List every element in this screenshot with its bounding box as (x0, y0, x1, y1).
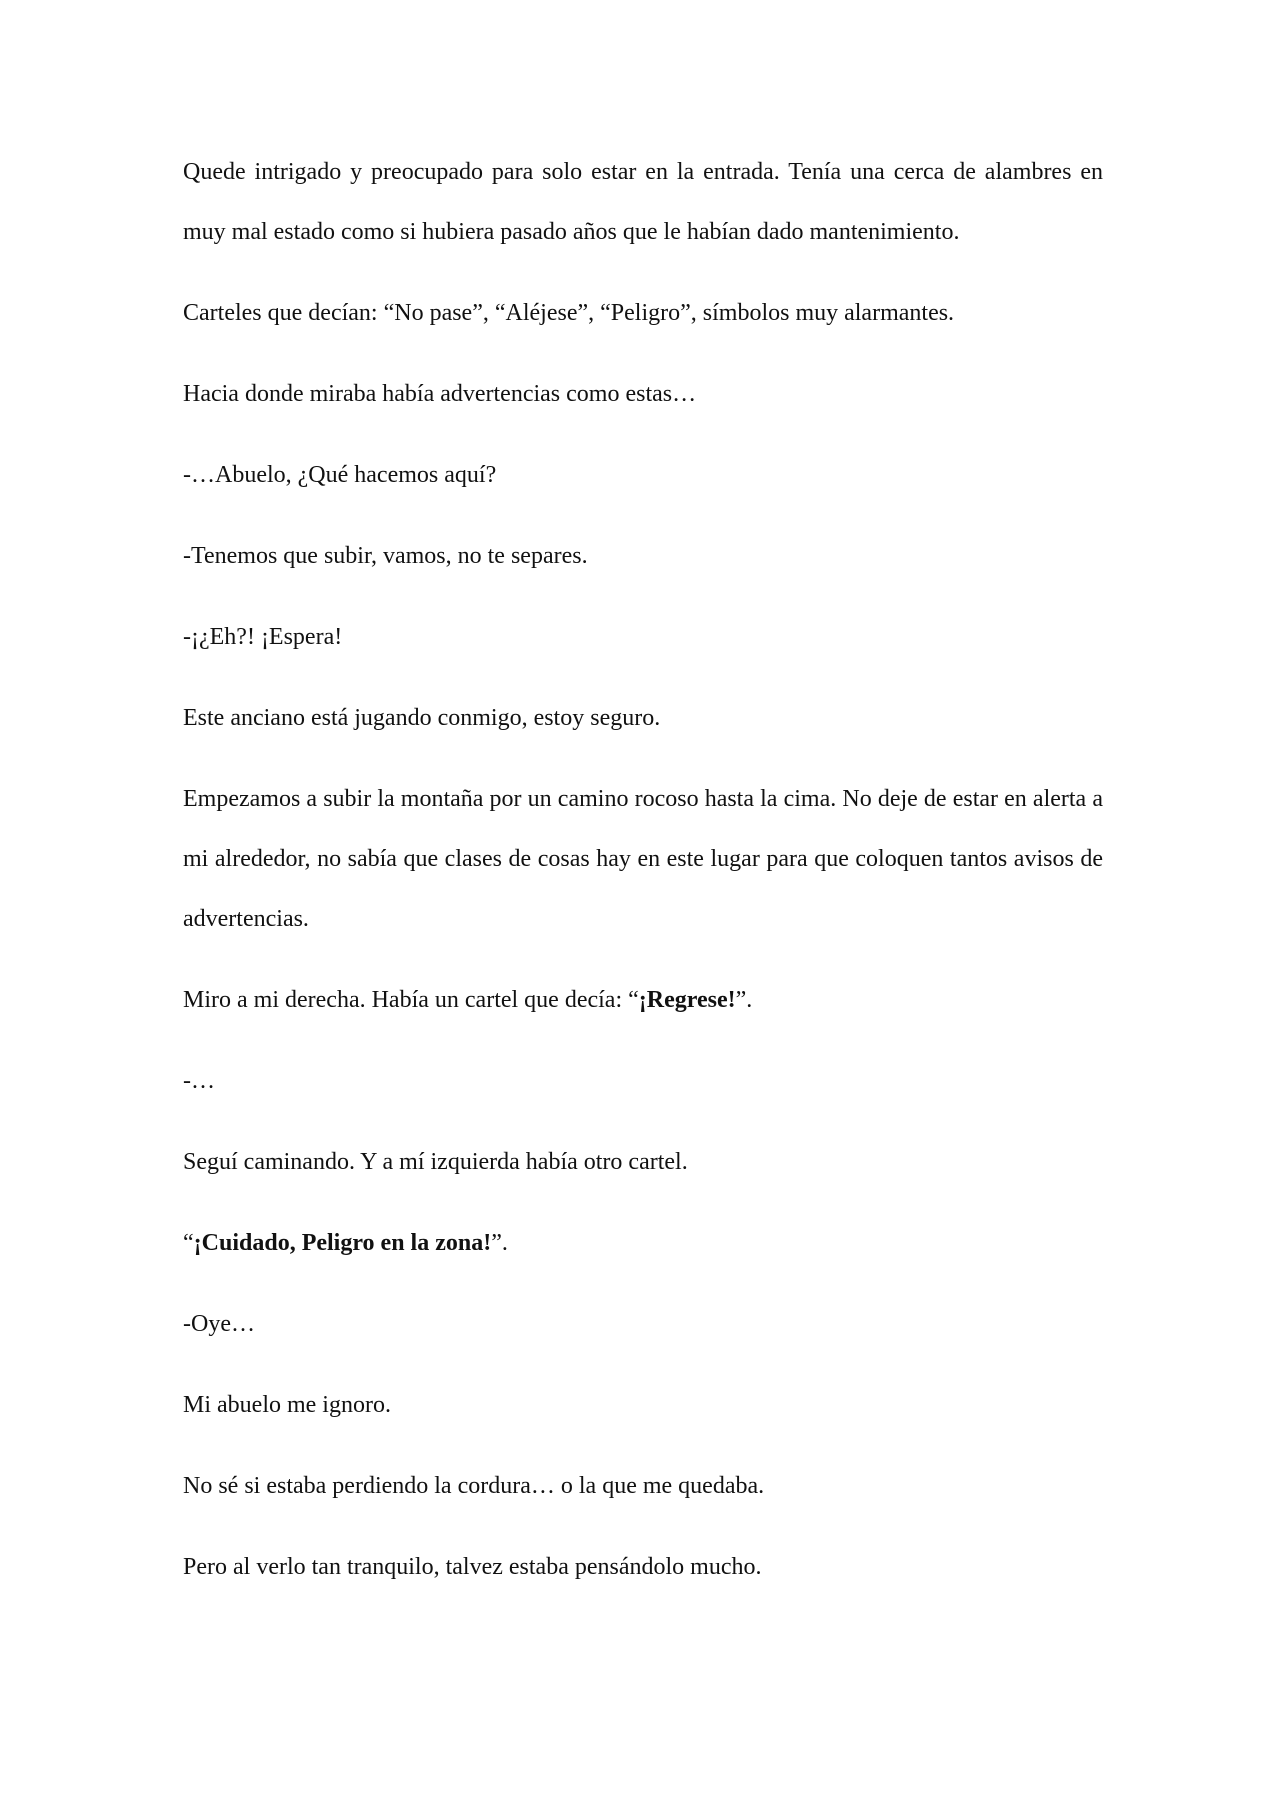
paragraph-5: -Tenemos que subir, vamos, no te separes. (183, 543, 588, 569)
paragraph-6: -¡¿Eh?! ¡Espera! (183, 624, 343, 650)
paragraph-16: Pero al verlo tan tranquilo, talvez estaba pensándolo mucho. (183, 1554, 762, 1580)
paragraph-14: Mi abuelo me ignoro. (183, 1392, 391, 1418)
sign-regrese: ¡Regrese! (638, 987, 736, 1013)
paragraph-1: Quede intrigado y preocupado para solo estar en la entrada. Tenía una cerca de alambres en muy mal estado como si hubiera pasado años que le habían dado mantenimiento. (183, 159, 1103, 245)
paragraph-10: -… (183, 1068, 215, 1094)
paragraph-9 (183, 970, 1103, 1030)
paragraph-15: No sé si estaba perdiendo la cordura… o la que me quedaba. (183, 1473, 765, 1499)
paragraph-13: -Oye… (183, 1311, 255, 1337)
paragraph-3: Hacia donde miraba había advertencias como estas… (183, 381, 697, 407)
paragraph-11: Seguí caminando. Y a mí izquierda había otro cartel. (183, 1149, 688, 1175)
paragraph-2: Carteles que decían: “No pase”, “Aléjese”, “Peligro”, símbolos muy alarmantes. (183, 300, 955, 326)
paragraph-9-pre: Miro a mi derecha. Había un cartel que decía: “ (183, 987, 639, 1013)
paragraph-4: -…Abuelo, ¿Qué hacemos aquí? (183, 462, 497, 488)
paragraph-12 (183, 1213, 1103, 1273)
paragraph-7: Este anciano está jugando conmigo, estoy seguro. (183, 705, 661, 731)
paragraph-9-post: ”. (735, 987, 753, 1013)
sign-cuidado: ¡Cuidado, Peligro en la zona! (193, 1230, 492, 1256)
body-text (183, 142, 1103, 1597)
paragraph-12-post: ”. (491, 1230, 508, 1256)
paragraph-8: Empezamos a subir la montaña por un camino rocoso hasta la cima. No deje de estar en alerta a mi alrededor, no sabía que clases de cosas hay en este lugar para que coloquen tantos avisos de advertencias. (183, 786, 1103, 932)
paragraph-12-pre: “ (183, 1230, 194, 1256)
